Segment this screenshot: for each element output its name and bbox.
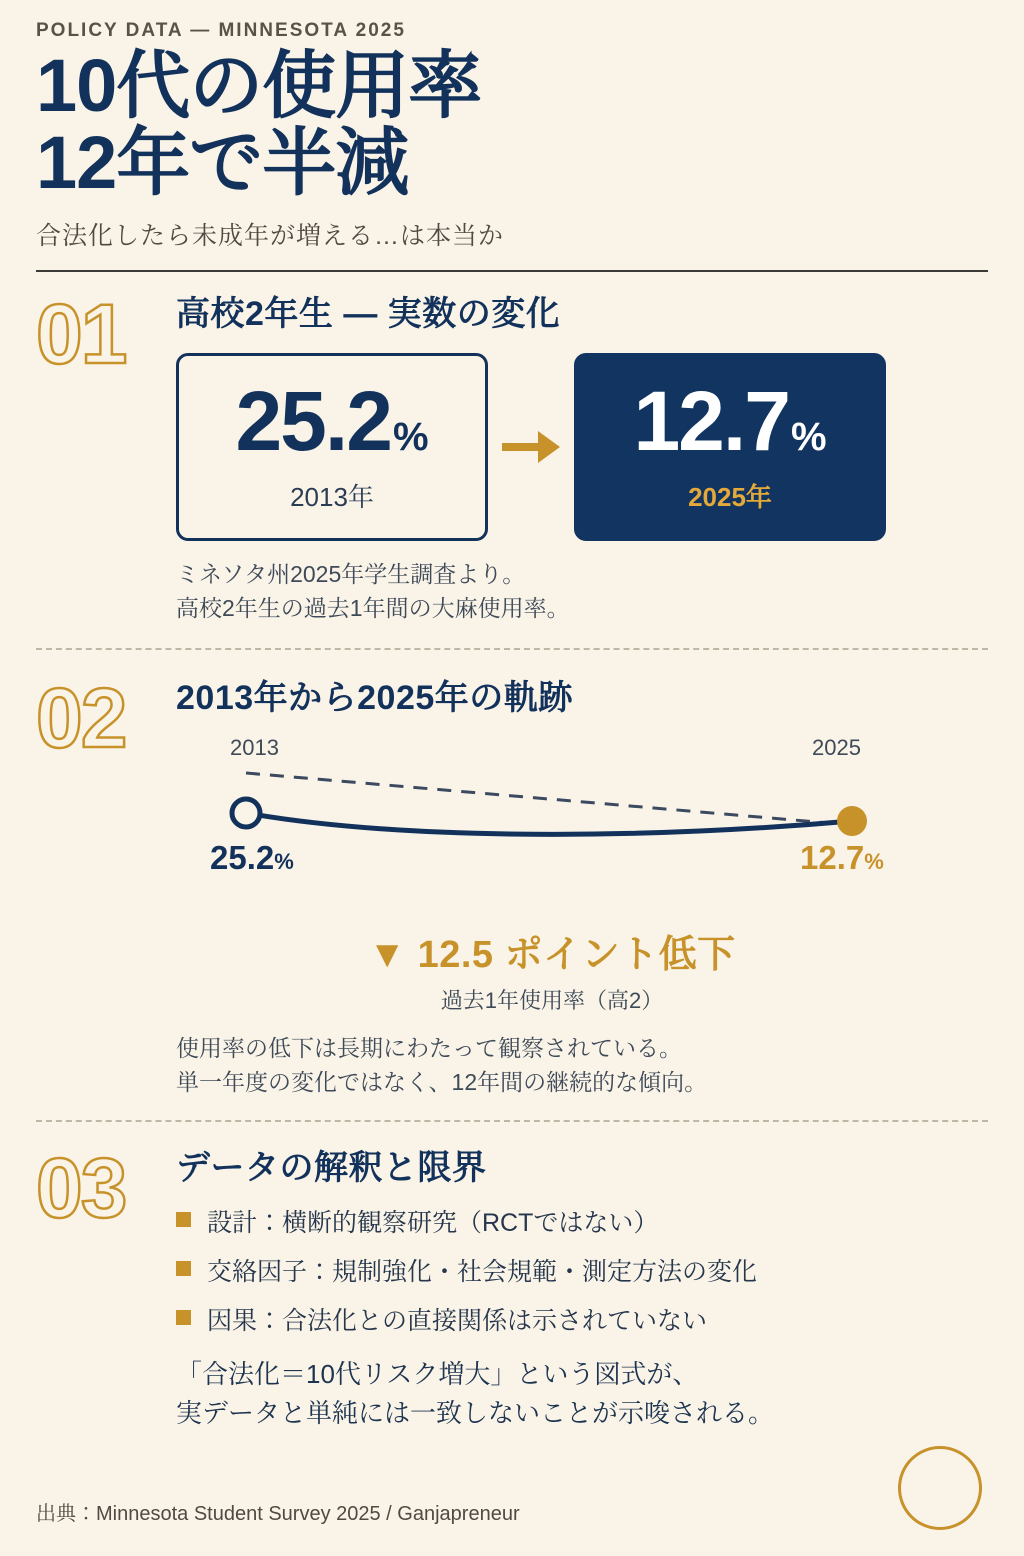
section-01-title: 高校2年生 — 実数の変化 — [176, 294, 561, 333]
trend-point-2025 — [837, 806, 867, 836]
list-item-label: 交絡因子：規制強化・社会規範・測定方法の変化 — [207, 1257, 758, 1286]
stat-card-2025-number: 12.7 — [633, 374, 789, 469]
list-item — [176, 1252, 988, 1288]
section-01-number: 01 — [36, 286, 126, 381]
trend-point-2013 — [232, 799, 260, 827]
arrow-right-icon — [488, 427, 574, 467]
eyebrow-label: POLICY DATA — MINNESOTA 2025 — [36, 20, 406, 41]
square-bullet-icon — [176, 1310, 191, 1325]
trend-label-2013: 2013 — [230, 734, 279, 760]
stat-card-2025 — [574, 353, 886, 541]
stat-comparison-row — [176, 353, 988, 541]
stat-card-2013 — [176, 353, 488, 541]
limitations-list — [176, 1203, 988, 1337]
stat-card-2013-number: 25.2 — [235, 374, 391, 469]
section-03-number: 03 — [36, 1140, 126, 1235]
stat-card-2025-year: 2025年 — [688, 482, 772, 513]
trend-value-2013: 25.2% — [210, 838, 294, 876]
page-title — [36, 44, 988, 204]
closing-statement-line-1: 「合法化＝10代リスク増大」という図式が、 — [176, 1358, 699, 1389]
list-item — [176, 1203, 988, 1239]
divider-dashed-2 — [36, 1120, 988, 1122]
section-02 — [36, 670, 988, 1100]
section-03-title: データの解釈と限界 — [176, 1148, 487, 1187]
section-01-note-line-1: ミネソタ州2025年学生調査より。 — [176, 560, 526, 587]
list-item — [176, 1301, 988, 1337]
divider-solid — [36, 270, 988, 272]
stat-card-2013-year: 2013年 — [290, 482, 374, 513]
list-item-label: 因果：合法化との直接関係は示されていない — [207, 1306, 708, 1335]
trend-value-2025: 12.7% — [800, 838, 884, 876]
square-bullet-icon — [176, 1261, 191, 1276]
closing-statement-line-2: 実データと単純には一致しないことが示唆される。 — [176, 1397, 775, 1428]
stat-card-2025-value — [633, 374, 827, 469]
trend-reference-line — [246, 773, 852, 825]
square-bullet-icon — [176, 1212, 191, 1227]
divider-dashed-1 — [36, 648, 988, 650]
section-01-note — [176, 557, 988, 626]
stat-card-2013-value — [235, 374, 429, 469]
section-02-note-line-2: 単一年度の変化ではなく、12年間の継続的な傾向。 — [176, 1069, 708, 1096]
source-note: 出典：Minnesota Student Survey 2025 / Ganjapreneur — [36, 1503, 520, 1525]
list-item-label: 設計：横断的観察研究（RCTではない） — [207, 1208, 659, 1237]
delta-caption: 過去1年使用率（高2） — [440, 987, 664, 1013]
section-02-number: 02 — [36, 670, 126, 765]
circle-outline-icon — [898, 1446, 982, 1530]
delta-callout: ▼ 12.5 ポイント低下 — [368, 933, 736, 976]
section-02-note — [176, 1031, 988, 1100]
page-title-line-2: 12年で半減 — [36, 120, 409, 204]
section-02-title: 2013年から2025年の軌跡 — [176, 678, 573, 717]
section-01-note-line-2: 高校2年生の過去1年間の大麻使用率。 — [176, 595, 570, 622]
header-block — [36, 20, 988, 252]
stat-card-2025-unit: % — [790, 415, 827, 460]
section-02-note-line-1: 使用率の低下は長期にわたって観察されている。 — [176, 1034, 682, 1061]
section-01 — [36, 286, 988, 626]
stat-card-2013-unit: % — [392, 415, 429, 460]
trend-chart — [176, 729, 988, 919]
page-title-line-1: 10代の使用率 — [36, 44, 482, 127]
section-03 — [36, 1140, 988, 1433]
infographic-page — [0, 20, 1024, 1556]
page-subtitle: 合法化したら未成年が増える…は本当か — [36, 221, 505, 250]
trend-label-2025: 2025 — [812, 734, 861, 760]
closing-statement — [176, 1355, 988, 1433]
